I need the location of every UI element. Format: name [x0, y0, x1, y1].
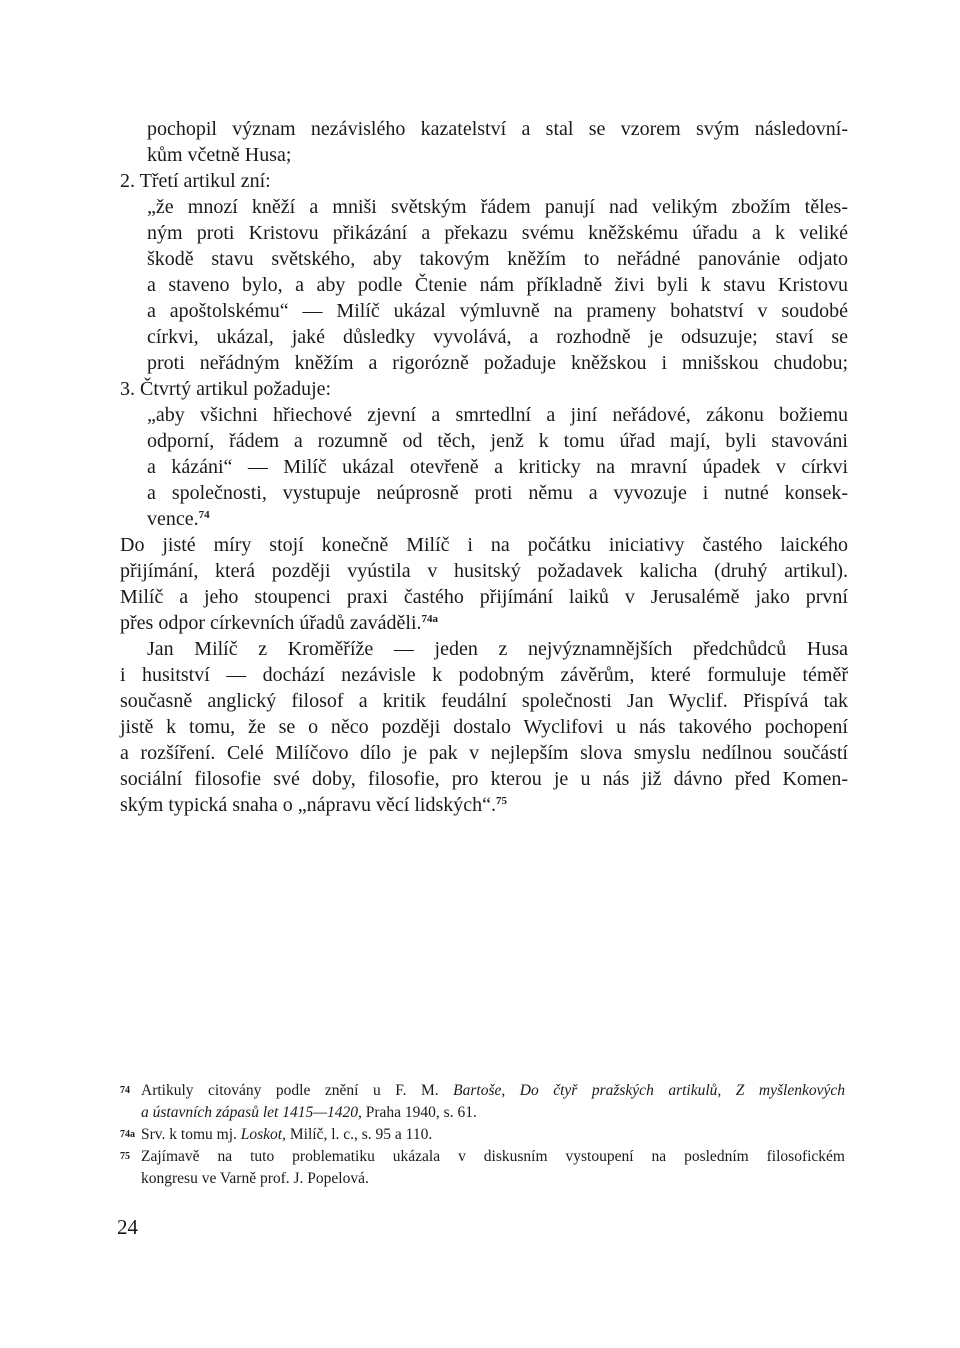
text-fragment: ským typická snaha o „nápravu věcí lidských“.: [120, 794, 496, 816]
footnote-number: 75: [120, 1151, 130, 1162]
quote-line: ným proti Kristovu přikázání a překazu svému kněžskému úřadu a k veliké: [147, 222, 848, 244]
footnote-text: kongresu ve Varně prof. J. Popelová.: [141, 1170, 369, 1187]
footnote-text: [141, 1081, 845, 1101]
quote-line: „že mnozí kněží a mniši světským řádem panují nad velikým zbožím těles-: [147, 196, 848, 218]
text-line: kům včetně Husa;: [147, 144, 292, 166]
text-line: současně anglický filosof a kritik feudální společnosti Jan Wyclif. Přispívá tak: [120, 690, 848, 712]
text-line: [120, 610, 438, 636]
text-line: přijímání, která později vyústila v husitský požadavek kalicha (druhý artikul).: [120, 560, 848, 582]
text-line: církvi, ukázal, jaké důsledky vyvolává, a rozhodně je odsuzuje; staví se: [147, 326, 848, 348]
text-fragment: přes odpor církevních úřadů zaváděli.: [120, 612, 422, 634]
footnote-fragment: Milíč, l. c., s. 95 a 110.: [285, 1126, 433, 1143]
text-fragment: vence.: [147, 508, 199, 530]
quote-line: „aby všichni hřiechové zjevní a smrtedlní a jiní neřádové, zákonu božiemu: [147, 404, 848, 426]
text-line: a rozšíření. Celé Milíčovo dílo je pak v nejlepším slova smyslu nedílnou součástí: [120, 742, 848, 764]
text-line: i husitství — dochází nezávisle k podobným závěrům, které formuluje téměř: [120, 664, 848, 686]
text-line: Jan Milíč z Kroměříže — jeden z nejvýznamnějších předchůdců Husa: [147, 638, 848, 660]
text-line: jistě k tomu, že se o něco později dostalo Wyclifovi u nás takového pochopení: [120, 716, 848, 738]
footnote-text: [141, 1125, 432, 1145]
text-line: a kázáni“ — Milíč ukázal otevřeně a kriticky na mravní úpadek v církvi: [147, 456, 848, 478]
footnote-fragment: Bartoše, Do čtyř pražských artikulů, Z myšlenkových: [453, 1082, 845, 1099]
list-item-number: 2. Třetí artikul zní:: [120, 170, 271, 192]
footnote-ref: 75: [496, 795, 507, 807]
text-line: Do jisté míry stojí konečně Milíč i na počátku iniciativy častého laického: [120, 534, 848, 556]
list-item-number: 3. Čtvrtý artikul požaduje:: [120, 378, 332, 400]
quote-line: odporní, řádem a rozumně od těch, jenž k tomu úřad mají, byli stavováni: [147, 430, 848, 452]
footnote-fragment: Srv. k tomu mj.: [141, 1126, 241, 1143]
text-line: sociální filosofie své doby, filosofie, pro kterou je u nás již dávno před Komen-: [120, 768, 848, 790]
text-line: [120, 792, 507, 818]
footnote-fragment: Praha 1940, s. 61.: [361, 1104, 477, 1121]
footnote-ref: 74a: [421, 613, 439, 625]
text-line: a apoštolskému“ — Milíč ukázal výmluvně na prameny bohatství v soudobé: [147, 300, 848, 322]
footnote-fragment: Loskot,: [240, 1126, 286, 1143]
footnote-number: 74a: [120, 1129, 135, 1140]
footnote-number: 74: [120, 1085, 130, 1096]
text-line: pochopil význam nezávislého kazatelství a stal se vzorem svým následovní-: [147, 118, 848, 140]
text-line: a společnosti, vystupuje neúprosně proti němu a vyvozuje i nutné konsek-: [147, 482, 848, 504]
text-line: Milíč a jeho stoupenci praxi častého přijímání laiků v Jerusalémě jako první: [120, 586, 848, 608]
quote-line: škodě stavu světského, aby takovým kněžím to neřádné panovánie odjato: [147, 248, 848, 270]
footnote-fragment: a ústavních zápasů let 1415—1420,: [141, 1104, 362, 1121]
page-number: 24: [117, 1215, 138, 1239]
quote-line: a staveno bylo, a aby podle Čtenie nám příkladně živi byli k stavu Kristovu: [147, 274, 848, 296]
footnote-fragment: Artikuly citovány podle znění u F. M.: [141, 1082, 454, 1099]
text-line: proti neřádným kněžím a rigorózně požaduje kněžskou i mnišskou chudobu;: [147, 352, 848, 374]
footnote-text: [141, 1103, 477, 1123]
footnote-ref: 74: [198, 509, 210, 521]
footnote-text: Zajímavě na tuto problematiku ukázala v diskusním vystoupení na posledním filosofickém: [141, 1148, 845, 1165]
text-line: [147, 506, 210, 532]
